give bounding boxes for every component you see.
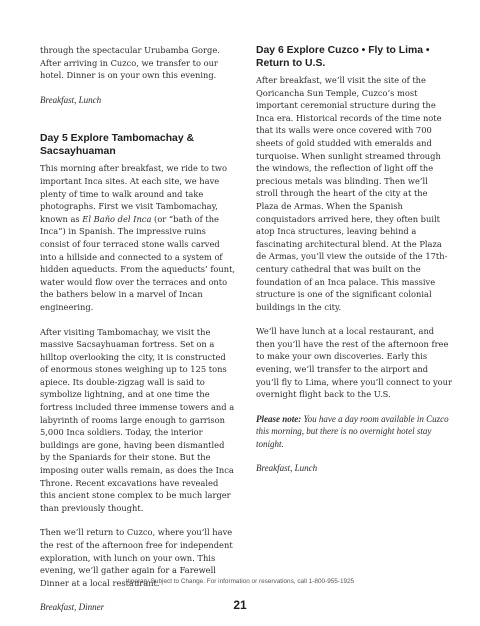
- day6-paragraph-2: We’ll have lunch at a local restaurant, and then you’ll have the rest of the afternoon free to make your own discoveries. Early this evening, we’ll transfer to the airport and you’ll fly to Lima, where you’ll connect to your overnight flight back to the U.S.: [256, 326, 452, 400]
- day5-meals: Breakfast, Dinner: [40, 602, 105, 613]
- day6-meals: Breakfast, Lunch: [256, 463, 318, 474]
- right-column: [256, 44, 452, 487]
- day5-paragraph-1-emphasis: El Baño del Inca: [82, 213, 152, 224]
- day5-paragraph-1-end: (or “bath of the Inca”) in Spanish. The impressive ruins consist of four terraced stone walls carved into a hillside and connected to a system of hidden aqueducts. From the aqueducts’ fount, water would flow over the terraces and onto the bathers below in a marvel of Incan engineering.: [40, 213, 236, 312]
- please-note-label: Please note:: [256, 413, 302, 424]
- day5-paragraph-2: After visiting Tambomachay, we visit the massive Sacsayhuaman fortress. Set on a hilltop overlooking the city, it is constructed of enormous stones weighing up to 125 tons apiece. Its double-zigzag wall is said to symbolize lightning, and at one time the fortress included three immense towers and a labyrinth of rooms large enough to garrison 5,000 Inca soldiers. Today, the interior buildings are gone, having been dismantled by the Spaniards for their stone. But the imposing outer walls remain, as does the Inca Throne. Recent excavations have revealed this ancient stone complex to be much larger than previously thought.: [40, 326, 235, 513]
- please-note-text: You have a day room available in Cuzco this morning, but there is no overnight hotel stay tonight.: [256, 413, 449, 449]
- day5-paragraph-3: Then we’ll return to Cuzco, where you’ll have the rest of the afternoon free for independent exploration, with lunch on your own. This evening, we’ll gather again for a Farewell Dinner at a local restaurant.: [40, 527, 233, 588]
- left-column: [40, 44, 236, 626]
- day6-paragraph-1: After breakfast, we’ll visit the site of the Qoricancha Sun Temple, Cuzco’s most important ceremonial structure during the Inca era. Historical records of the time note that its walls were once covered with 700 sheets of gold studded with emeralds and turquoise. When sunlight streamed through the windows, the reflection of light off the precious metals was blinding. Then we’ll stroll through the heart of the city at the Plaza de Armas. When the Spanish conquistadors arrived here, they often built atop Inca structures, leaving behind a fascinating architectural blend. At the Plaza de Armas, you’ll view the outside of the 17th-century cathedral that was built on the foundation of an Inca palace. This massive structure is one of the significant colonial buildings in the city.: [256, 75, 448, 312]
- day5-paragraph-1-start: This morning after breakfast, we ride to two important Inca sites. At each site, we have plenty of time to walk around and take photographs. First we visit Tambomachay, known as: [40, 163, 227, 224]
- day6-heading: Day 6 Explore Cuzco • Fly to Lima • Return to U.S.: [256, 45, 430, 69]
- footer-note: Itinerary Subject to Change. For information or reservations, call 1-800-955-1925: [125, 578, 355, 585]
- page-number: 21: [233, 598, 247, 612]
- intro-meals: Breakfast, Lunch: [40, 94, 102, 105]
- day5-paragraph-1: [40, 162, 236, 313]
- day5-heading: Day 5 Explore Tambomachay & Sacsayhuaman: [40, 133, 194, 158]
- intro-paragraph: through the spectacular Urubamba Gorge. After arriving in Cuzco, we transfer to our hotel. Dinner is on your own this evening.: [40, 45, 220, 81]
- please-note: [256, 413, 452, 450]
